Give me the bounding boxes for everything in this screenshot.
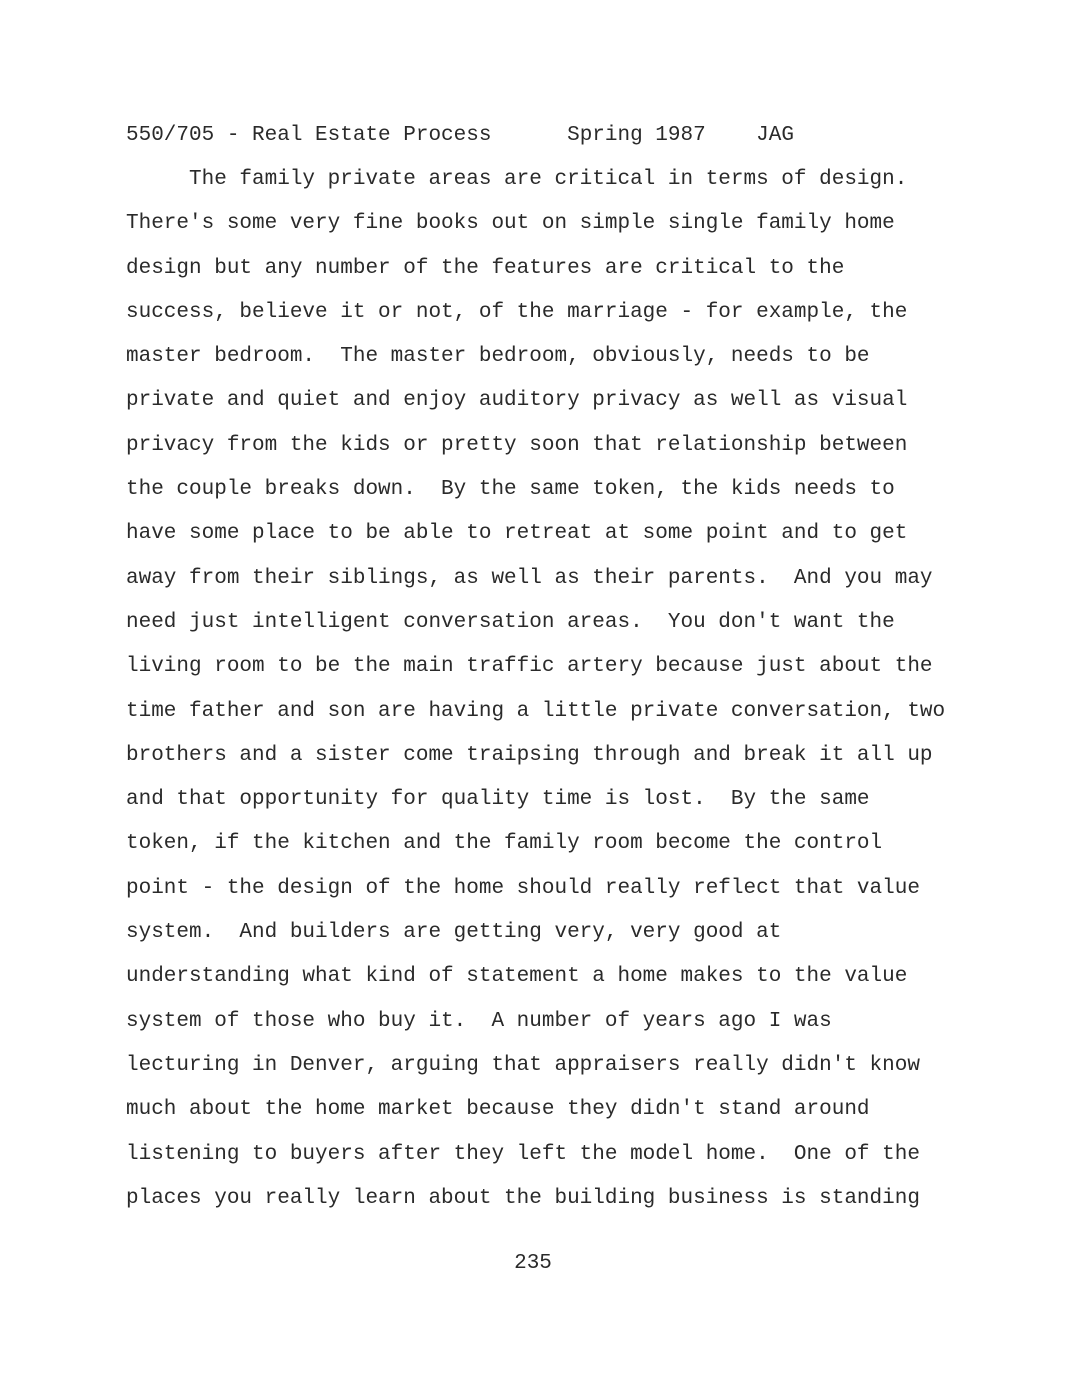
transcript-body bbox=[126, 166, 945, 1229]
text-line: have some place to be able to retreat at some point and to get bbox=[126, 522, 908, 546]
text-line: lecturing in Denver, arguing that appraisers really didn't know bbox=[126, 1053, 920, 1077]
text-line: living room to be the main traffic artery because just about the bbox=[126, 655, 933, 679]
text-line: places you really learn about the building business is standing bbox=[126, 1186, 920, 1210]
text-line: design but any number of the features are critical to the bbox=[126, 256, 845, 280]
text-line: listening to buyers after they left the model home. One of the bbox=[126, 1142, 920, 1166]
text-line: success, believe it or not, of the marriage - for example, the bbox=[126, 300, 908, 324]
text-line: and that opportunity for quality time is lost. By the same bbox=[126, 788, 870, 812]
text-line: token, if the kitchen and the family room become the control bbox=[126, 832, 883, 856]
author-initials: JAG bbox=[756, 124, 794, 147]
text-line: brothers and a sister come traipsing through and break it all up bbox=[126, 743, 933, 767]
text-line: understanding what kind of statement a home makes to the value bbox=[126, 965, 908, 989]
text-line: system. And builders are getting very, very good at bbox=[126, 921, 782, 945]
page-number: 235 bbox=[514, 1252, 552, 1275]
text-line: The family private areas are critical in terms of design. bbox=[126, 168, 908, 191]
page-header bbox=[126, 122, 794, 150]
text-line: much about the home market because they didn't stand around bbox=[126, 1098, 870, 1122]
text-line: point - the design of the home should really reflect that value bbox=[126, 876, 920, 900]
text-line: private and quiet and enjoy auditory privacy as well as visual bbox=[126, 389, 908, 413]
text-line: time father and son are having a little private conversation, two bbox=[126, 699, 946, 723]
term-label: Spring 1987 bbox=[567, 124, 706, 147]
text-line: away from their siblings, as well as their parents. And you may bbox=[126, 566, 933, 590]
text-line: privacy from the kids or pretty soon that relationship between bbox=[126, 433, 908, 457]
text-line: need just intelligent conversation areas. You don't want the bbox=[126, 610, 895, 634]
text-line: There's some very fine books out on simple single family home bbox=[126, 212, 895, 236]
text-line: the couple breaks down. By the same token, the kids needs to bbox=[126, 478, 895, 502]
course-title: 550/705 - Real Estate Process bbox=[126, 124, 492, 147]
text-line: system of those who buy it. A number of years ago I was bbox=[126, 1009, 832, 1033]
text-line: master bedroom. The master bedroom, obviously, needs to be bbox=[126, 345, 870, 369]
